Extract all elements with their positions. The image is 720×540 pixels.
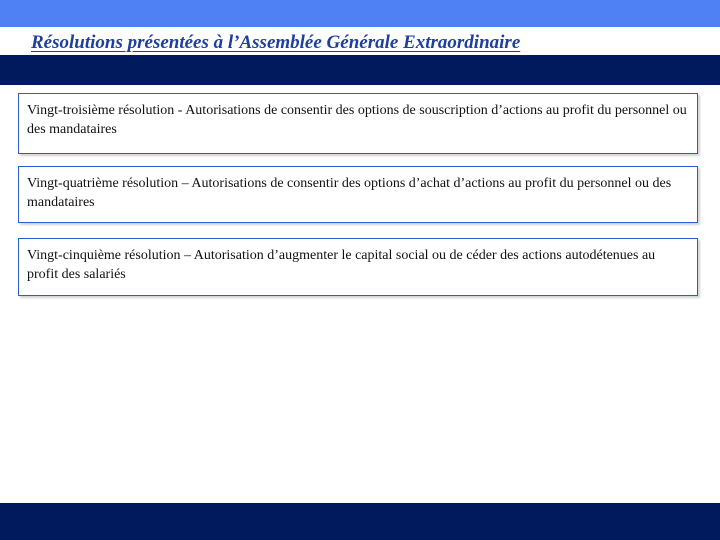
slide-title: Résolutions présentées à l’Assemblée Générale Extraordinaire	[31, 32, 521, 53]
resolution-box-23	[18, 93, 698, 154]
resolution-box-24	[18, 166, 698, 223]
header-navy-band	[0, 55, 720, 85]
resolution-text-23: Vingt-troisième résolution - Autorisations de consentir des options de souscription d’actions au profit du personnel ou des mandataires	[27, 103, 687, 137]
footer-navy-band	[0, 503, 720, 540]
resolution-box-25	[18, 238, 698, 296]
top-accent-band	[0, 0, 720, 27]
resolution-text-25: Vingt-cinquième résolution – Autorisation d’augmenter le capital social ou de céder des actions autodétenues au profit des salariés	[27, 248, 656, 282]
resolution-text-24: Vingt-quatrième résolution – Autorisations de consentir des options d’achat d’actions au profit du personnel ou des mandataires	[27, 176, 672, 210]
